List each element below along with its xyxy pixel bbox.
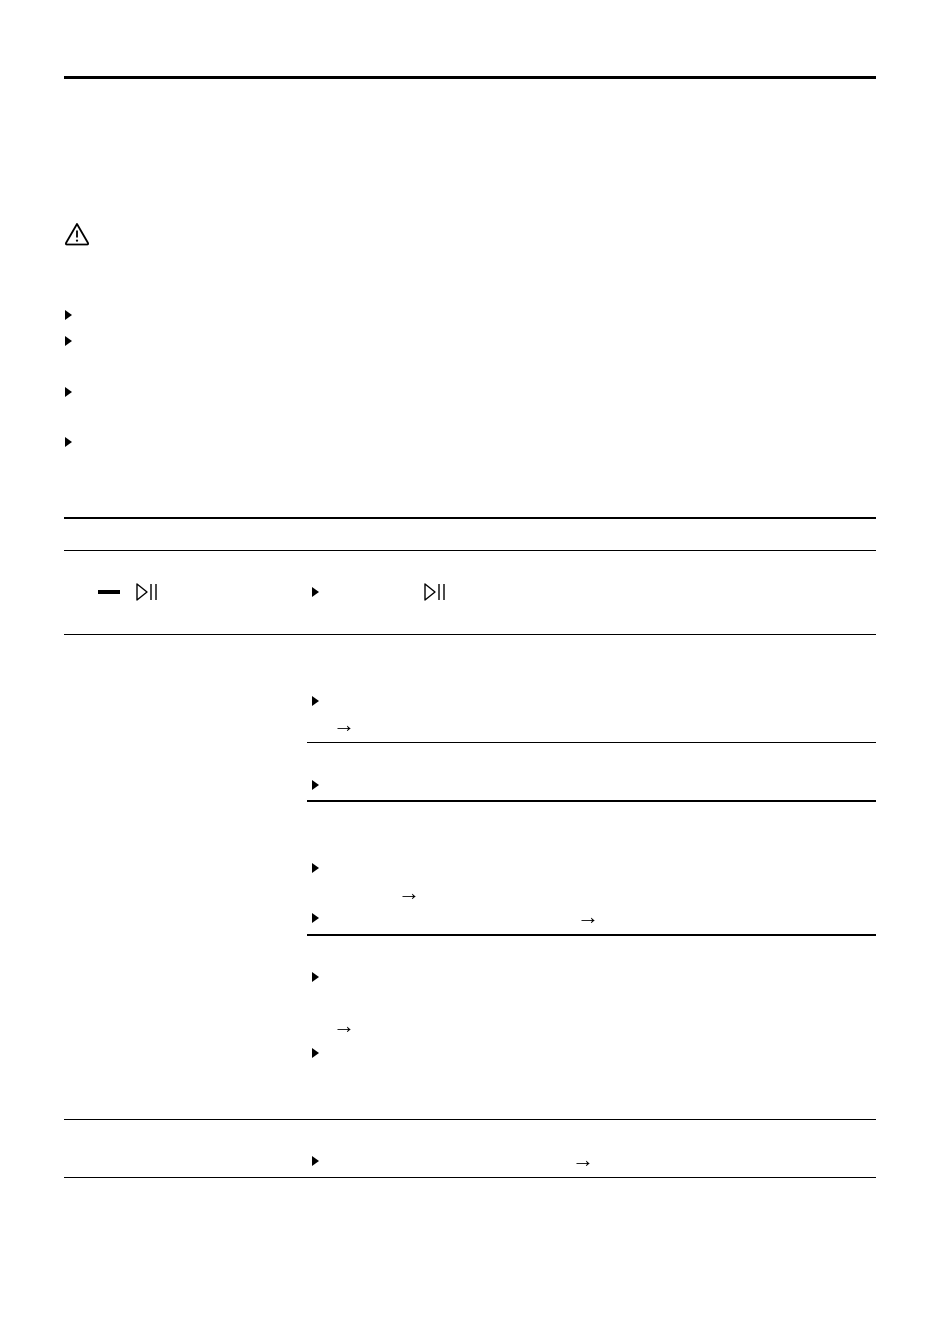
triangle-bullet-icon — [312, 587, 319, 597]
table-top-rule — [64, 517, 876, 519]
header-rule — [64, 76, 876, 79]
triangle-bullet-icon — [65, 387, 72, 397]
minus-key-icon — [98, 590, 120, 594]
table-bottom-rule — [64, 1177, 876, 1178]
sub-divider-strong — [307, 934, 876, 936]
triangle-bullet-icon — [65, 310, 72, 320]
arrow-glyph: → — [577, 904, 599, 929]
arrow-glyph: → — [398, 880, 420, 905]
triangle-bullet-icon — [312, 1156, 319, 1166]
row-divider — [64, 1119, 876, 1120]
triangle-bullet-icon — [312, 696, 319, 706]
triangle-bullet-icon — [312, 913, 319, 923]
warning-triangle-icon — [64, 222, 90, 246]
triangle-bullet-icon — [312, 972, 319, 982]
triangle-bullet-icon — [312, 780, 319, 790]
triangle-bullet-icon — [312, 1048, 319, 1058]
play-pause-icon — [424, 583, 446, 601]
triangle-bullet-icon — [65, 437, 72, 447]
arrow-glyph: → — [572, 1147, 594, 1172]
sub-divider — [307, 742, 876, 743]
triangle-bullet-icon — [312, 863, 319, 873]
arrow-glyph: → — [333, 712, 355, 737]
table-header-rule — [64, 550, 876, 551]
sub-divider-strong — [307, 800, 876, 802]
arrow-glyph: → — [333, 1013, 355, 1038]
triangle-bullet-icon — [65, 336, 72, 346]
play-pause-icon — [136, 583, 158, 601]
row-divider — [64, 634, 876, 635]
